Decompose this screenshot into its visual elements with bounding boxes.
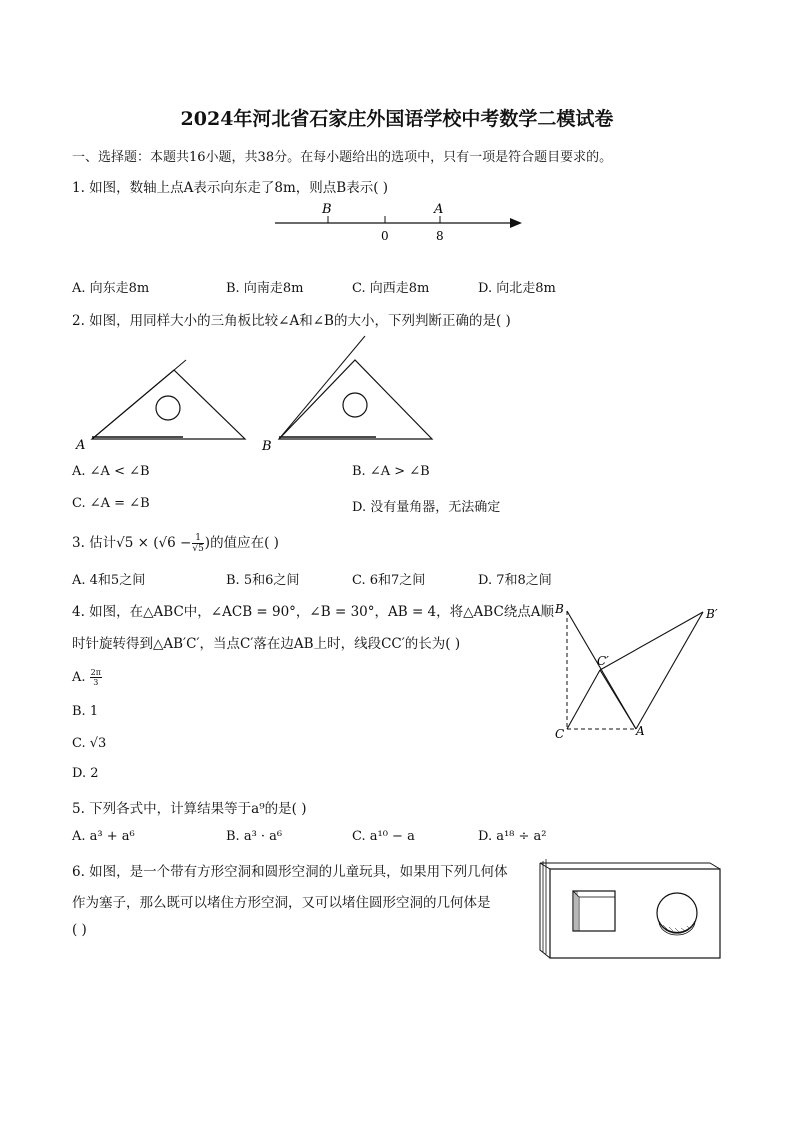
- q4-option-b: B. 1: [72, 704, 99, 719]
- q3-stem-post: )的值应在( ): [204, 535, 279, 551]
- q4-label-C-prime: C′: [597, 654, 609, 668]
- q5-stem: 5. 下列各式中，计算结果等于a⁹的是( ): [72, 801, 307, 817]
- page-title: 2024年河北省石家庄外国语学校中考数学二模试卷: [180, 108, 614, 130]
- q4-option-a: [72, 668, 102, 687]
- section-heading: 一、选择题：本题共16小题，共38分。在每小题给出的选项中，只有一项是符合题目要求的。: [72, 150, 613, 165]
- q2-label-A: A: [76, 438, 86, 453]
- q4-label-B-prime: B′: [706, 607, 718, 621]
- q1-label-B: B: [322, 202, 332, 217]
- q6-stem-line2: 作为塞子，那么既可以堵住方形空洞，又可以堵住圆形空洞的几何体是: [72, 895, 491, 911]
- q1-option-d: D. 向北走8m: [478, 281, 556, 296]
- q6-toy-figure: [535, 855, 725, 965]
- q2-option-a: A. ∠A < ∠B: [72, 464, 150, 479]
- q4-option-d: D. 2: [72, 766, 99, 781]
- q1-number-line: [270, 198, 530, 248]
- q3-stem-pre: 3. 估计√5 × (√6 −: [72, 535, 192, 551]
- q1-stem: 1. 如图，数轴上点A表示向东走了8m，则点B表示( ): [72, 180, 389, 196]
- q5-option-a: A. a³ + a⁶: [72, 829, 135, 844]
- q3-fraction: [192, 533, 203, 554]
- q5-option-d: D. a¹⁸ ÷ a²: [478, 829, 547, 844]
- q6-stem-line1: 6. 如图，是一个带有方形空洞和圆形空洞的儿童玩具，如果用下列几何体: [72, 864, 508, 880]
- q3-option-a: A. 4和5之间: [72, 573, 146, 588]
- q2-option-b: B. ∠A > ∠B: [352, 464, 430, 479]
- q3-option-c: C. 6和7之间: [352, 573, 426, 588]
- q3-option-d: D. 7和8之间: [478, 573, 552, 588]
- q1-tick-8: 8: [436, 229, 444, 243]
- q6-stem-line3: ( ): [72, 922, 87, 938]
- q1-label-A: A: [434, 202, 444, 217]
- q4-option-a-num: 2π: [90, 668, 102, 677]
- q1-option-a: A. 向东走8m: [72, 281, 150, 296]
- q4-option-a-label: A.: [72, 670, 86, 685]
- q2-option-d: D. 没有量角器，无法确定: [352, 500, 501, 515]
- q1-option-c: C. 向西走8m: [352, 281, 430, 296]
- q4-label-B: B: [555, 602, 564, 616]
- q3-stem: [72, 531, 279, 554]
- q4-stem-line1: 4. 如图，在△ABC中，∠ACB = 90°，∠B = 30°，AB = 4，将△ABC绕点A顺: [72, 604, 555, 620]
- q2-triangle-figure: [70, 330, 450, 460]
- q1-option-b: B. 向南走8m: [226, 281, 304, 296]
- q5-option-b: B. a³ · a⁶: [226, 829, 283, 844]
- q2-label-B: B: [262, 439, 272, 454]
- q3-option-b: B. 5和6之间: [226, 573, 300, 588]
- q4-label-C: C: [555, 727, 565, 741]
- q1-tick-0: 0: [381, 229, 389, 243]
- q4-option-a-den: 3: [93, 678, 99, 687]
- q5-option-c: C. a¹⁰ − a: [352, 829, 415, 844]
- q2-stem: 2. 如图，用同样大小的三角板比较∠A和∠B的大小，下列判断正确的是( ): [72, 313, 511, 329]
- q4-option-a-fraction: [90, 668, 102, 687]
- q4-option-c: C. √3: [72, 736, 107, 751]
- q3-fraction-num: 1: [192, 533, 203, 544]
- q3-fraction-den: √5: [192, 544, 204, 554]
- q4-rotation-figure: [550, 598, 730, 743]
- q2-option-c: C. ∠A = ∠B: [72, 496, 150, 511]
- q4-stem-line2: 时针旋转得到△AB′C′，当点C′落在边AB上时，线段CC′的长为( ): [72, 636, 461, 652]
- q4-label-A: A: [636, 724, 645, 738]
